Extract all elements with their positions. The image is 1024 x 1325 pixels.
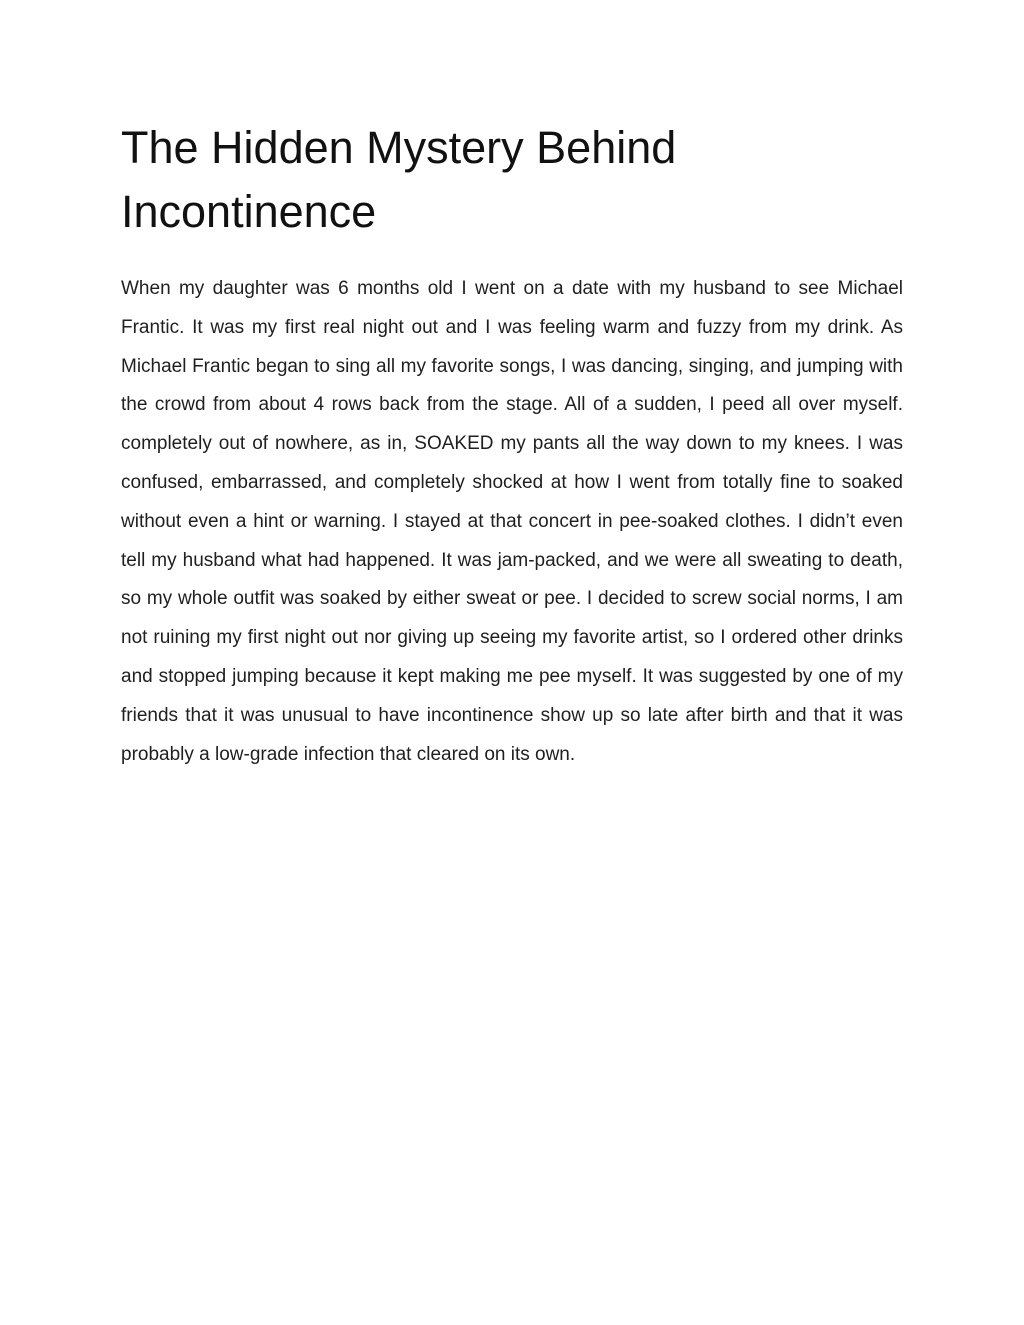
document-body-paragraph: When my daughter was 6 months old I went on a date with my husband to see Michael Frantic. It was my first real night out and I was feeling warm and fuzzy from my drink. As Michael Frantic began to sing all my favorite songs, I was dancing, singing, and jumping with the crowd from about 4 rows back from the stage. All of a sudden, I peed all over myself. completely out of nowhere, as in, SOAKED my pants all the way down to my knees. I was confused, embarrassed, and completely shocked at how I went from totally fine to soaked without even a hint or warning. I stayed at that concert in pee-soaked clothes. I didn’t even tell my husband what had happened. It was jam-packed, and we were all sweating to death, so my whole outfit was soaked by either sweat or pee. I decided to screw social norms, I am not ruining my first night out nor giving up seeing my favorite artist, so I ordered other drinks and stopped jumping because it kept making me pee myself. It was suggested by one of my friends that it was unusual to have incontinence show up so late after birth and that it was probably a low-grade infection that cleared on its own. [121,278,903,765]
document-title: The Hidden Mystery Behind Incontinence [121,122,677,237]
